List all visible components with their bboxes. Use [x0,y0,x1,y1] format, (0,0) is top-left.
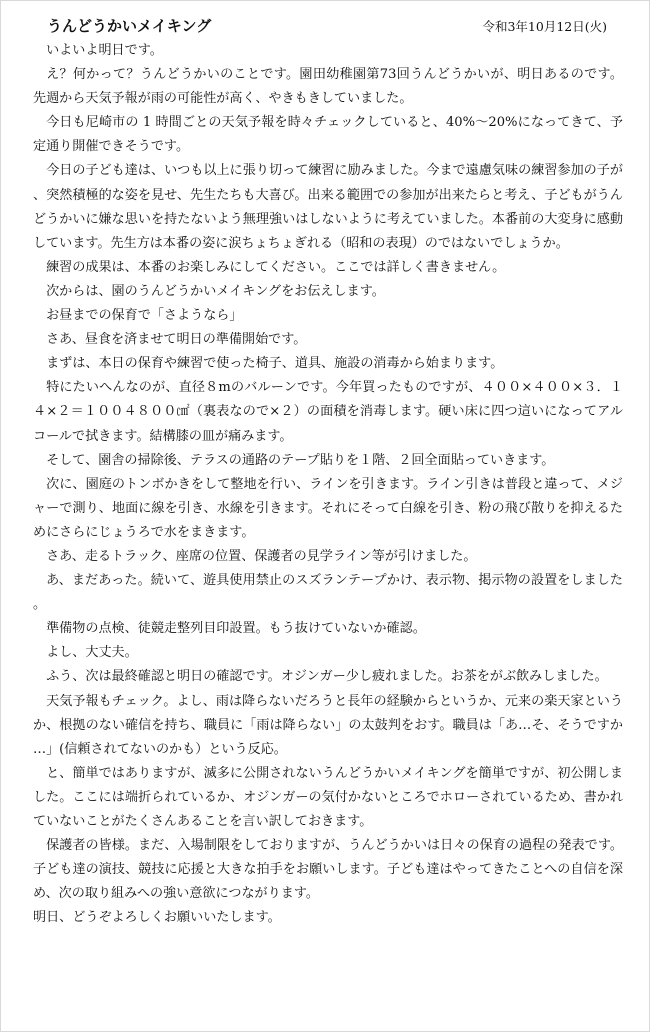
paragraph-1: いよいよ明日です。 [46,43,163,58]
paragraph-19: と、簡単ではありますが、滅多に公開されないうんどうかいメイキングを簡単ですが、初公開しました。ここには端折られているか、オジンガーの気付かないところでホローされているため、書かれていないことがたくさんあることを言い訳しておきます。 [33,765,623,829]
paragraph-7: お昼までの保育で「さようなら」 [46,308,243,324]
paragraph-9: まずは、本日の保育や練習で使った椅子、道具、施設の消毒から始まります。 [46,356,504,372]
paragraph-21: 明日、どうぞよろしくお願いいたします。 [33,910,281,926]
paragraph-16: よし、大丈夫。 [46,645,138,661]
document-title: うんどうかいメイキング [47,17,212,35]
paragraph-4: 今日の子ども達は、いつも以上に張り切って練習に励みました。今まで遠慮気味の練習参加の子が、突然積極的な姿を見せ、先生たちも大喜び。出来る範囲での参加が出来たらと考え、子どもがうんどうかいに嫌な思いを持たないよう無理強いはしないように考えていました。本番前の大変身に感動しています。先生方は本番の姿に涙ちょちょぎれる（昭和の表現）のではないでしょうか。 [33,163,623,251]
paragraph-10: 特にたいへんなのが、直径８mのバルーンです。今年買ったものですが、４００×４００×３．１４×２＝１００４８００㎠（裏表なので×２）の面積を消毒します。硬い床に四つ這いになってアルコールで拭きます。結構膝の皿が痛みます。 [33,380,623,444]
paragraph-12: 次に、園庭のトンボかきをして整地を行い、ラインを引きます。ライン引きは普段と違って、メジャーで測り、地面に線を引き、水線を引きます。それにそって白線を引き、粉の飛び散りを抑えるためにさらにじょうろで水をまきます。 [33,476,623,540]
paragraph-3: 今日も尼崎市の 1 時間ごとの天気予報を時々チェックしていると、40%〜20%になってきて、予定通り開催できそうです。 [33,115,623,155]
paragraph-18: 天気予報もチェック。よし、雨は降らないだろうと長年の経験からというか、元来の楽天家というか、根拠のない確信を持ち、職員に「雨は降らない」の太鼓判をおす。職員は「あ…そ、そうですか…」(信頼されてないのかも）という反応。 [33,693,623,757]
paragraph-8: さあ、昼食を済ませて明日の準備開始です。 [46,332,307,348]
paragraph-15: 準備物の点検、徒競走整列目印設置。もう抜けていないか確認。 [46,621,426,637]
paragraph-13: さあ、走るトラック、座席の位置、保護者の見学ライン等が引けました。 [46,548,477,564]
document-date: 令和3年10月12日(火) [482,19,607,34]
paragraph-17: ふう、次は最終確認と明日の確認です。オジンガー少し疲れました。お茶をがぶ飲みしました。 [46,669,608,685]
paragraph-6: 次からは、園のうんどうかいメイキングをお伝えします。 [46,283,385,299]
paragraph-20: 保護者の皆様。まだ、入場制限をしておりますが、うんどうかいは日々の保育の過程の発表です。子ども達の演技、競技に応援と大きな拍手をお願いします。子ども達はやってきたことへの自信を深め、次の取り組みへの強い意欲につながります。 [33,838,623,902]
paragraph-14: あ、まだあった。続いて、遊具使用禁止のスズランテープかけ、表示物、掲示物の設置をしました。 [33,573,623,613]
paragraph-11: そして、園舎の掃除後、テラスの通路のテープ貼りを１階、２回全面貼っていきます。 [46,452,555,468]
paragraph-2: え？何かって？うんどうかいのことです。園田幼稚園第73回うんどうかいが、明日あるのです。先週から天気予報が雨の可能性が高く、やきもきしていました。 [33,67,623,107]
document-body [33,39,623,930]
paragraph-5: 練習の成果は、本番のお楽しみにしてください。ここでは詳しく書きません。 [46,259,506,275]
document-header [47,15,607,39]
